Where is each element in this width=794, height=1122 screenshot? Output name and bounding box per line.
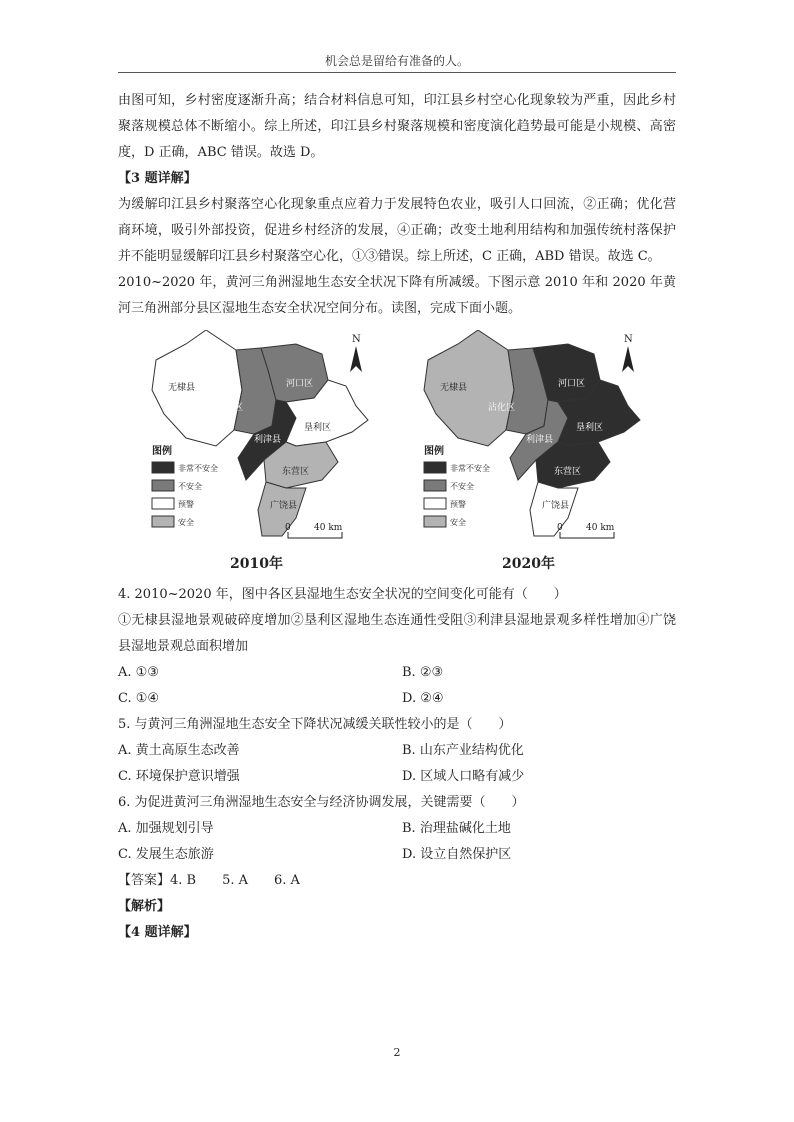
map-2010-label-lijin: 利津县 xyxy=(254,435,282,445)
map-2020-label-dongying: 东营区 xyxy=(554,467,582,477)
legend-swatch-unsafe xyxy=(152,480,174,491)
map-2020-label-zhanhua: 沾化区 xyxy=(488,403,516,413)
q4-options-row-1 xyxy=(118,660,676,686)
legend-swatch-unsafe xyxy=(424,480,446,491)
map-2010-legend-0: 非常不安全 xyxy=(178,464,218,473)
map-2020-label-wudi: 无棣县 xyxy=(440,383,468,393)
legend-swatch-safe xyxy=(152,516,174,527)
q6-option-c: C. 发展生态旅游 xyxy=(118,847,214,862)
q4-option-b: B. ②③ xyxy=(402,665,444,680)
map-2020-year: 2020年 xyxy=(502,556,555,572)
map-2010-scale-zero: 0 xyxy=(285,523,291,533)
legend-swatch-warning xyxy=(152,498,174,509)
q6-option-d: D. 设立自然保护区 xyxy=(402,847,512,862)
page-content xyxy=(118,88,676,946)
q6-option-a: A. 加强规划引导 xyxy=(118,821,214,836)
map-2010-label-hekou: 河口区 xyxy=(286,379,314,389)
map-2010-svg xyxy=(146,330,386,580)
q5-options-row-2 xyxy=(118,764,676,790)
q5-option-c: C. 环境保护意识增强 xyxy=(118,769,240,784)
map-2010-north: N xyxy=(352,334,361,345)
map-2020-legend-title: 图例 xyxy=(424,446,444,457)
q5-option-a: A. 黄土高原生态改善 xyxy=(118,743,240,758)
map-2010-label-kenli: 垦利区 xyxy=(304,423,332,433)
map-2020-north: N xyxy=(624,334,633,345)
map-2010-label-zhanhua: 沾化区 xyxy=(216,403,244,413)
q6-options-row-1 xyxy=(118,816,676,842)
map-2020-label-lijin: 利津县 xyxy=(526,435,554,445)
map-2020 xyxy=(418,330,658,580)
region-wudi xyxy=(424,330,514,446)
map-2020-scale-dist: 40 km xyxy=(586,523,615,533)
legend-swatch-very-unsafe xyxy=(152,462,174,473)
material-text: 2010~2020 年，黄河三角洲湿地生态安全状况下降有所减缓。下图示意 2010 年和 2020 年黄河三角洲部分县区湿地生态安全状况空间分布。读图，完成下面小题。 xyxy=(118,275,676,316)
q4-option-a: A. ①③ xyxy=(118,665,159,680)
q6-stem: 6. 为促进黄河三角洲湿地生态安全与经济协调发展，关键需要（ ） xyxy=(118,795,525,810)
map-2010-legend-3: 安全 xyxy=(178,518,194,527)
page-number: 2 xyxy=(393,1046,401,1059)
legend-swatch-safe xyxy=(424,516,446,527)
map-2010 xyxy=(146,330,386,580)
region-wudi xyxy=(152,330,242,446)
header-rule xyxy=(118,72,676,73)
map-2010-legend-2: 预警 xyxy=(178,500,194,509)
map-2010-scale-dist: 40 km xyxy=(314,523,343,533)
map-2020-legend-1: 不安全 xyxy=(450,482,474,491)
intro-paragraph: 由图可知，乡村密度逐渐升高；结合材料信息可知，印江县乡村空心化现象较为严重，因此乡村聚落规模总体不断缩小。综上所述，印江县乡村聚落规模和密度演化趋势最可能是小规模、高密度，D 正确，ABC 错误。故选 D。 xyxy=(118,93,676,160)
north-arrow-icon xyxy=(622,346,634,372)
analysis-heading: 【解析】 xyxy=(118,899,171,914)
map-figure xyxy=(118,330,676,580)
map-2020-svg xyxy=(418,330,658,580)
map-2020-label-kenli: 垦利区 xyxy=(576,423,604,433)
q4-statements: ①无棣县湿地景观破碎度增加②垦利区湿地生态连通性受阻③利津县湿地景观多样性增加④广饶县湿地景观总面积增加 xyxy=(118,613,676,654)
legend-swatch-very-unsafe xyxy=(424,462,446,473)
map-2010-label-wudi: 无棣县 xyxy=(168,383,196,393)
answer-line: 【答案】4. B 5. A 6. A xyxy=(118,873,300,888)
q3-heading: 【3 题详解】 xyxy=(118,171,197,186)
q5-option-d: D. 区域人口略有减少 xyxy=(402,769,525,784)
map-2020-legend-0: 非常不安全 xyxy=(450,464,490,473)
q4-detail-heading: 【4 题详解】 xyxy=(118,925,197,940)
legend-swatch-warning xyxy=(424,498,446,509)
q6-option-b: B. 治理盐碱化土地 xyxy=(402,821,511,836)
page-header: 机会总是留给有准备的人。 xyxy=(324,54,469,68)
q4-option-c: C. ①④ xyxy=(118,691,160,706)
map-2010-legend-title: 图例 xyxy=(152,446,172,457)
q4-option-d: D. ②④ xyxy=(402,691,444,706)
map-2010-label-dongying: 东营区 xyxy=(282,467,310,477)
map-2020-legend-3: 安全 xyxy=(450,518,466,527)
north-arrow-icon xyxy=(350,346,362,372)
map-2020-label-guangrao: 广饶县 xyxy=(542,501,570,511)
q3-explanation: 为缓解印江县乡村聚落空心化现象重点应着力于发展特色农业，吸引人口回流，②正确；优化营商环境，吸引外部投资，促进乡村经济的发展，④正确；改变土地利用结构和加强传统村落保护并不能明显缓解印江县乡村聚落空心化，①③错误。综上所述，C 正确，ABD 错误。故选 C。 xyxy=(118,197,676,264)
q5-option-b: B. 山东产业结构优化 xyxy=(402,743,524,758)
map-2020-legend-2: 预警 xyxy=(450,500,466,509)
map-2020-label-hekou: 河口区 xyxy=(558,379,586,389)
q4-options-row-2 xyxy=(118,686,676,712)
q5-options-row-1 xyxy=(118,738,676,764)
q4-stem: 4. 2010~2020 年，图中各区县湿地生态安全状况的空间变化可能有（ ） xyxy=(118,587,567,602)
map-2020-scale-zero: 0 xyxy=(557,523,563,533)
map-2010-label-guangrao: 广饶县 xyxy=(270,501,298,511)
map-2010-legend-1: 不安全 xyxy=(178,482,202,491)
q6-options-row-2 xyxy=(118,842,676,868)
q5-stem: 5. 与黄河三角洲湿地生态安全下降状况减缓关联性较小的是（ ） xyxy=(118,717,512,732)
map-2010-year: 2010年 xyxy=(230,556,283,572)
